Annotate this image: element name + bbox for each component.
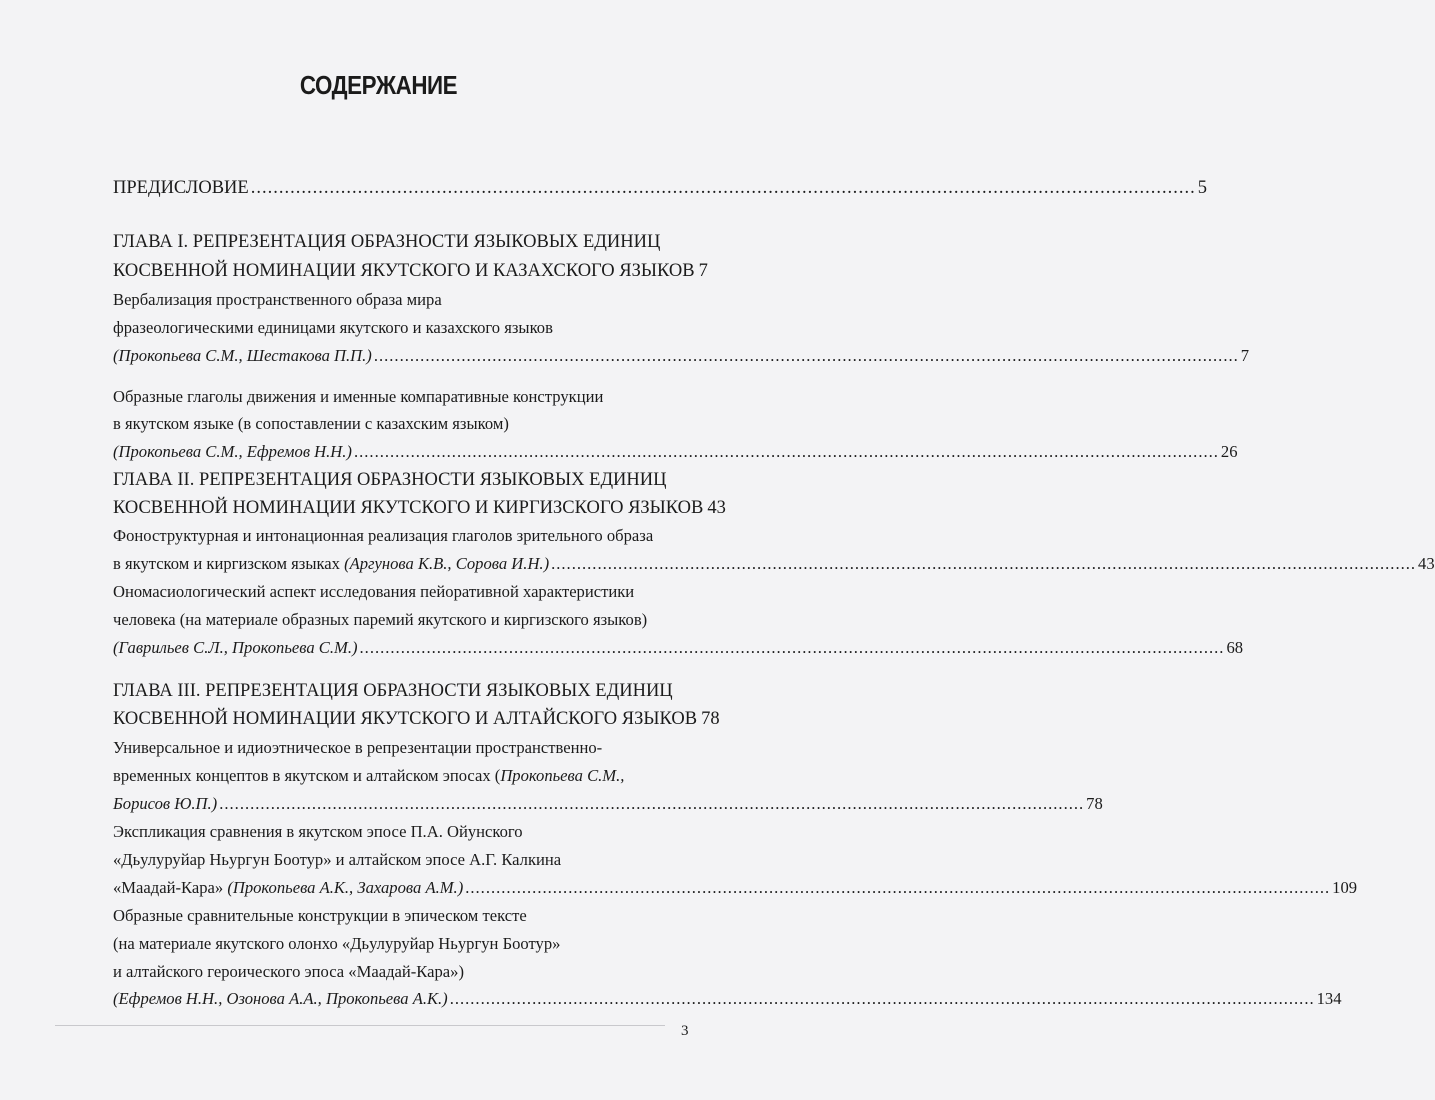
toc-entry-line (113, 794, 1103, 818)
toc-text: Образные глаголы движения и именные компаративные конструкции (113, 387, 604, 406)
toc-entry-line (113, 178, 1207, 202)
toc-line (113, 906, 691, 930)
toc-page-number: 7 (698, 261, 708, 281)
toc-page-number: 43 (707, 498, 726, 518)
toc-text: человека (на материале образных паремий якутского и киргизского языков) (113, 610, 648, 629)
toc-entry-line (113, 498, 726, 522)
toc-entry-line (113, 442, 1238, 466)
toc-authors: Борисов Ю.П.) (113, 794, 218, 813)
toc-page-number: 43 (1418, 554, 1435, 573)
toc-text: ГЛАВА I. РЕПРЕЗЕНТАЦИЯ ОБРАЗНОСТИ ЯЗЫКОВЫХ ЕДИНИЦ (113, 232, 661, 252)
toc-authors: Прокопьева С.М., (500, 766, 625, 785)
toc-text: Ономасиологический аспект исследования пейоративной характеристики (113, 582, 635, 601)
toc-text: Экспликация сравнения в якутском эпосе П.А. Ойунского (113, 822, 523, 841)
toc-page-number: 5 (1197, 178, 1207, 198)
toc-text: фразеологическими единицами якутского и казахского языков (113, 318, 553, 337)
toc-line (113, 318, 691, 342)
toc-line (113, 610, 691, 634)
toc-text: в якутском языке (в сопоставлении с казахским языком) (113, 414, 509, 433)
toc-text: КОСВЕННОЙ НОМИНАЦИИ ЯКУТСКОГО И КИРГИЗСКОГО ЯЗЫКОВ (113, 498, 704, 518)
toc-authors: (Ефремов Н.Н., Озонова А.А., Прокопьева А.К.) (113, 989, 448, 1008)
toc-text: ГЛАВА III. РЕПРЕЗЕНТАЦИЯ ОБРАЗНОСТИ ЯЗЫКОВЫХ ЕДИНИЦ (113, 681, 673, 701)
toc-line (113, 934, 691, 958)
dot-leader (354, 442, 1219, 462)
page-number: 3 (681, 1023, 689, 1039)
toc-line (113, 582, 691, 606)
page-title: СОДЕРЖАНИЕ (299, 70, 458, 100)
toc-text: (на материале якутского олонхо «Дьулуруйар Ньургун Боотур» (113, 934, 561, 953)
dot-leader (251, 178, 1196, 199)
toc-authors: (Прокопьева С.М., Шестакова П.П.) (113, 346, 372, 365)
toc-page-number: 134 (1316, 989, 1342, 1008)
toc-page-number: 26 (1220, 442, 1238, 461)
toc-line (113, 387, 691, 411)
toc-entry-line (113, 554, 1435, 578)
toc-text: КОСВЕННОЙ НОМИНАЦИИ ЯКУТСКОГО И АЛТАЙСКОГО ЯЗЫКОВ (113, 709, 698, 729)
toc-line (113, 738, 691, 762)
toc-page-number: 68 (1226, 638, 1244, 657)
toc-line (113, 766, 691, 790)
toc-line (113, 470, 691, 494)
toc-line (113, 822, 691, 846)
toc-entry-line (113, 346, 1250, 370)
toc-text: ГЛАВА II. РЕПРЕЗЕНТАЦИЯ ОБРАЗНОСТИ ЯЗЫКОВЫХ ЕДИНИЦ (113, 470, 667, 490)
toc-line (113, 290, 691, 314)
toc-page-number: 109 (1332, 878, 1358, 897)
toc-text: Фоноструктурная и интонационная реализация глаголов зрительного образа (113, 526, 654, 545)
toc-text: и алтайского героического эпоса «Маадай-Кара») (113, 962, 464, 981)
toc-entry-line (113, 638, 1244, 662)
toc-text: Вербализация пространственного образа мира (113, 290, 442, 309)
toc-line (113, 232, 691, 256)
toc-authors: (Прокопьева С.М., Ефремов Н.Н.) (113, 442, 352, 461)
toc-line (113, 526, 691, 550)
toc-page-number: 78 (701, 709, 720, 729)
toc-entry-line (113, 709, 720, 733)
dot-leader (374, 346, 1239, 366)
toc-line (113, 414, 691, 438)
toc-entry-line (113, 989, 1342, 1013)
toc-authors: (Гаврильев С.Л., Прокопьева С.М.) (113, 638, 358, 657)
dot-leader (360, 638, 1225, 658)
toc-line (113, 850, 691, 874)
toc-text: временных концептов в якутском и алтайском эпосах ( (113, 766, 501, 785)
toc-text: Универсальное и идиоэтническое в репрезентации пространственно- (113, 738, 603, 757)
dot-leader (551, 554, 1416, 574)
toc-page-number: 7 (1240, 346, 1250, 365)
toc-text: КОСВЕННОЙ НОМИНАЦИИ ЯКУТСКОГО И КАЗАХСКОГО ЯЗЫКОВ (113, 261, 695, 281)
toc-entry-line (113, 878, 1358, 902)
toc-text: ПРЕДИСЛОВИЕ (113, 178, 249, 198)
toc-text: Образные сравнительные конструкции в эпическом тексте (113, 906, 527, 925)
toc-entry-line (113, 261, 708, 285)
dot-leader (450, 989, 1315, 1009)
toc-text: в якутском и киргизском языках (113, 554, 345, 573)
toc-page-number: 78 (1086, 794, 1103, 813)
footer-rule (55, 1025, 665, 1026)
toc-authors: (Прокопьева А.К., Захарова А.М.) (227, 878, 464, 897)
toc-authors: (Аргунова К.В., Сорова И.Н.) (344, 554, 550, 573)
dot-leader (219, 794, 1084, 814)
toc-text: «Дьулуруйар Ньургун Боотур» и алтайском эпосе А.Г. Калкина (113, 850, 562, 869)
toc-line (113, 681, 691, 705)
dot-leader (465, 878, 1330, 898)
toc-line (113, 962, 691, 986)
toc-text: «Маадай-Кара» (113, 878, 228, 897)
